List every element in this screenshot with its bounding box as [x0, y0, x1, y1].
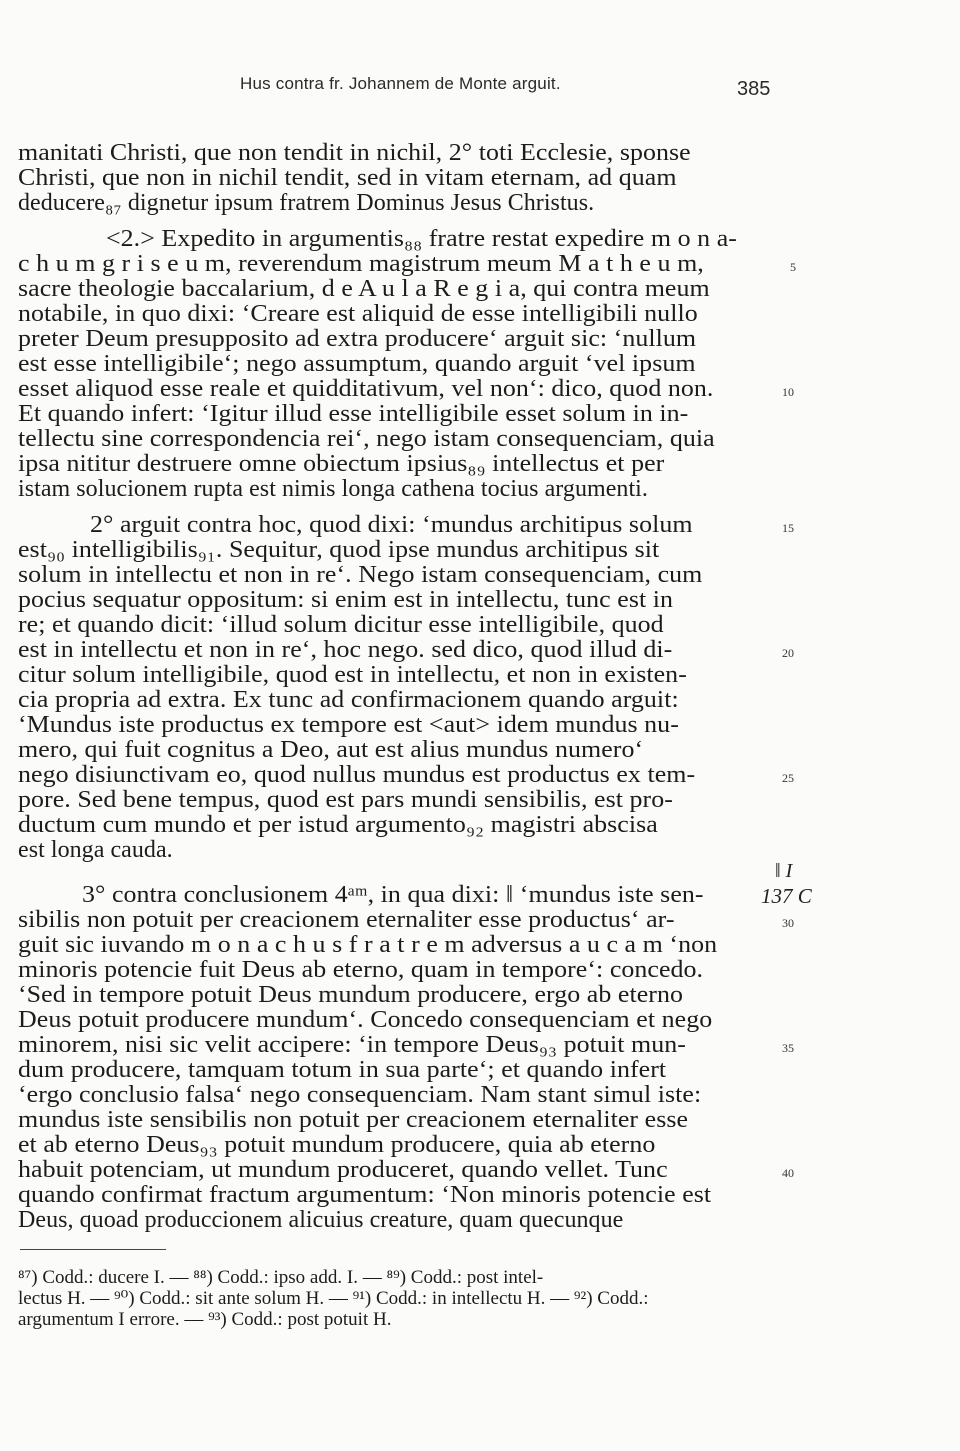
text-line: est₉₀ intelligibilis₉₁. Sequitur, quod ipse mundus architipus sit	[18, 537, 660, 563]
text-line: re; et quando dicit: ‘illud solum dicitur esse intelligibile, quod	[18, 612, 664, 638]
text-line: deducere₈₇ dignetur ipsum fratrem Dominus Jesus Christus.	[18, 190, 595, 216]
footnote-line: lectus H. — ⁹⁰) Codd.: sit ante solum H. — ⁹¹) Codd.: in intellectu H. — ⁹²) Codd.:	[18, 1288, 649, 1309]
text-line: Deus, quoad produccionem alicuius creature, quam quecunque	[18, 1207, 624, 1233]
text-line: et ab eterno Deus₉₃ potuit mundum producere, quia ab eterno	[18, 1132, 656, 1158]
line-number-35: 35	[782, 1041, 794, 1055]
text-line: mundus iste sensibilis non potuit per creacionem eternaliter esse	[18, 1107, 689, 1133]
text-line: ductum cum mundo et per istud argumento₉₂ magistri abscisa	[18, 812, 658, 838]
text-line: guit sic iuvando m o n a c h u s f r a t r e m adversus a u c a m ‘non	[18, 932, 718, 958]
text-line: tellectu sine correspondencia rei‘, nego istam consequenciam, quia	[18, 426, 715, 452]
text-line: est in intellectu et non in re‘, hoc nego. sed dico, quod illud di-	[18, 637, 673, 663]
text-line: istam solucionem rupta est nimis longa cathena tocius argumenti.	[18, 476, 648, 502]
line-number-20: 20	[782, 646, 794, 660]
text-line: Deus potuit producere mundum‘. Concedo consequenciam et nego	[18, 1007, 713, 1033]
page-number: 385	[737, 78, 771, 100]
text-line: sacre theologie baccalarium, d e A u l a R e g i a, qui contra meum	[18, 276, 710, 302]
text-line: ‘ergo conclusio falsa‘ nego consequenciam. Nam stant simul iste:	[18, 1082, 702, 1108]
text-line: habuit potenciam, ut mundum produceret, quando vellet. Tunc	[18, 1157, 668, 1183]
text-line: sibilis non potuit per creacionem eternaliter esse productus‘ ar-	[18, 907, 675, 933]
text-line: ‘Mundus iste productus ex tempore est <aut> idem mundus nu-	[18, 712, 679, 738]
text-line: dum producere, tamquam totum in sua parte‘; et quando infert	[18, 1057, 667, 1083]
page-header	[0, 74, 960, 104]
text-line: solum in intellectu et non in re‘. Nego istam consequenciam, cum	[18, 562, 703, 588]
footnote-rule	[20, 1249, 166, 1250]
text-line: ipsa nititur destruere omne obiectum ipsius₈₉ intellectus et per	[18, 451, 665, 477]
running-title: Hus contra fr. Johannem de Monte arguit.	[240, 74, 561, 93]
text-line: c h u m g r i s e u m, reverendum magistrum meum M a t h e u m,	[18, 251, 704, 277]
text-line: pore. Sed bene tempus, quod est pars mundi sensibilis, est pro-	[18, 787, 673, 813]
text-line: quando confirmat fractum argumentum: ‘Non minoris potencie est	[18, 1182, 712, 1208]
text-line: ‘Sed in tempore potuit Deus mundum producere, ergo ab eterno	[18, 982, 683, 1008]
text-line: manitati Christi, que non tendit in nichil, 2° toti Ecclesie, sponse	[18, 140, 691, 166]
footnote-line: argumentum I errore. — ⁹³) Codd.: post potuit H.	[18, 1309, 392, 1330]
text-line: minoris potencie fuit Deus ab eterno, quam in tempore‘: concedo.	[18, 957, 704, 983]
text-line: est longa cauda.	[18, 837, 173, 863]
text-line: <2.> Expedito in argumentis₈₈ fratre restat expedire m o n a-	[106, 226, 737, 252]
margin-manuscript-bars: ‖ I	[775, 860, 793, 882]
text-line: pocius sequatur oppositum: si enim est in intellectu, tunc est in	[18, 587, 674, 613]
text-line: 2° arguit contra hoc, quod dixi: ‘mundus architipus solum	[90, 512, 693, 538]
line-number-10: 10	[782, 385, 794, 399]
text-line: minorem, nisi sic velit accipere: ‘in tempore Deus₉₃ potuit mun-	[18, 1032, 686, 1058]
text-line: citur solum intelligibile, quod est in intellectu, et non in existen-	[18, 662, 687, 688]
text-line: mero, qui fuit cognitus a Deo, aut est alius mundus numero‘	[18, 737, 644, 763]
text-line: Christi, que non in nichil tendit, sed in vitam eternam, ad quam	[18, 165, 677, 191]
text-line: 3° contra conclusionem 4ᵃᵐ, in qua dixi: ‖ ‘mundus iste sen-	[82, 882, 704, 908]
text-line: preter Deum presupposito ad extra producere‘ arguit sic: ‘nullum	[18, 326, 697, 352]
line-number-30: 30	[782, 916, 794, 930]
margin-manuscript-ref: 137 C	[761, 884, 812, 908]
text-line: Et quando infert: ‘Igitur illud esse intelligibile esset solum in in-	[18, 401, 689, 427]
text-line: cia propria ad extra. Ex tunc ad confirmacionem quando arguit:	[18, 687, 679, 713]
line-number-5: 5	[790, 260, 796, 274]
line-number-15: 15	[782, 521, 794, 535]
footnote-line: ⁸⁷) Codd.: ducere I. — ⁸⁸) Codd.: ipso add. I. — ⁸⁹) Codd.: post intel-	[18, 1267, 544, 1288]
text-line: notabile, in quo dixi: ‘Creare est aliquid de esse intelligibili nullo	[18, 301, 698, 327]
text-line: est esse intelligibile‘; nego assumptum, quando arguit ‘vel ipsum	[18, 351, 696, 377]
text-line: nego disiunctivam eo, quod nullus mundus est productus ex tem-	[18, 762, 696, 788]
line-number-40: 40	[782, 1166, 794, 1180]
line-number-25: 25	[782, 771, 794, 785]
text-line: esset aliquod esse reale et quidditativum, vel non‘: dico, quod non.	[18, 376, 714, 402]
